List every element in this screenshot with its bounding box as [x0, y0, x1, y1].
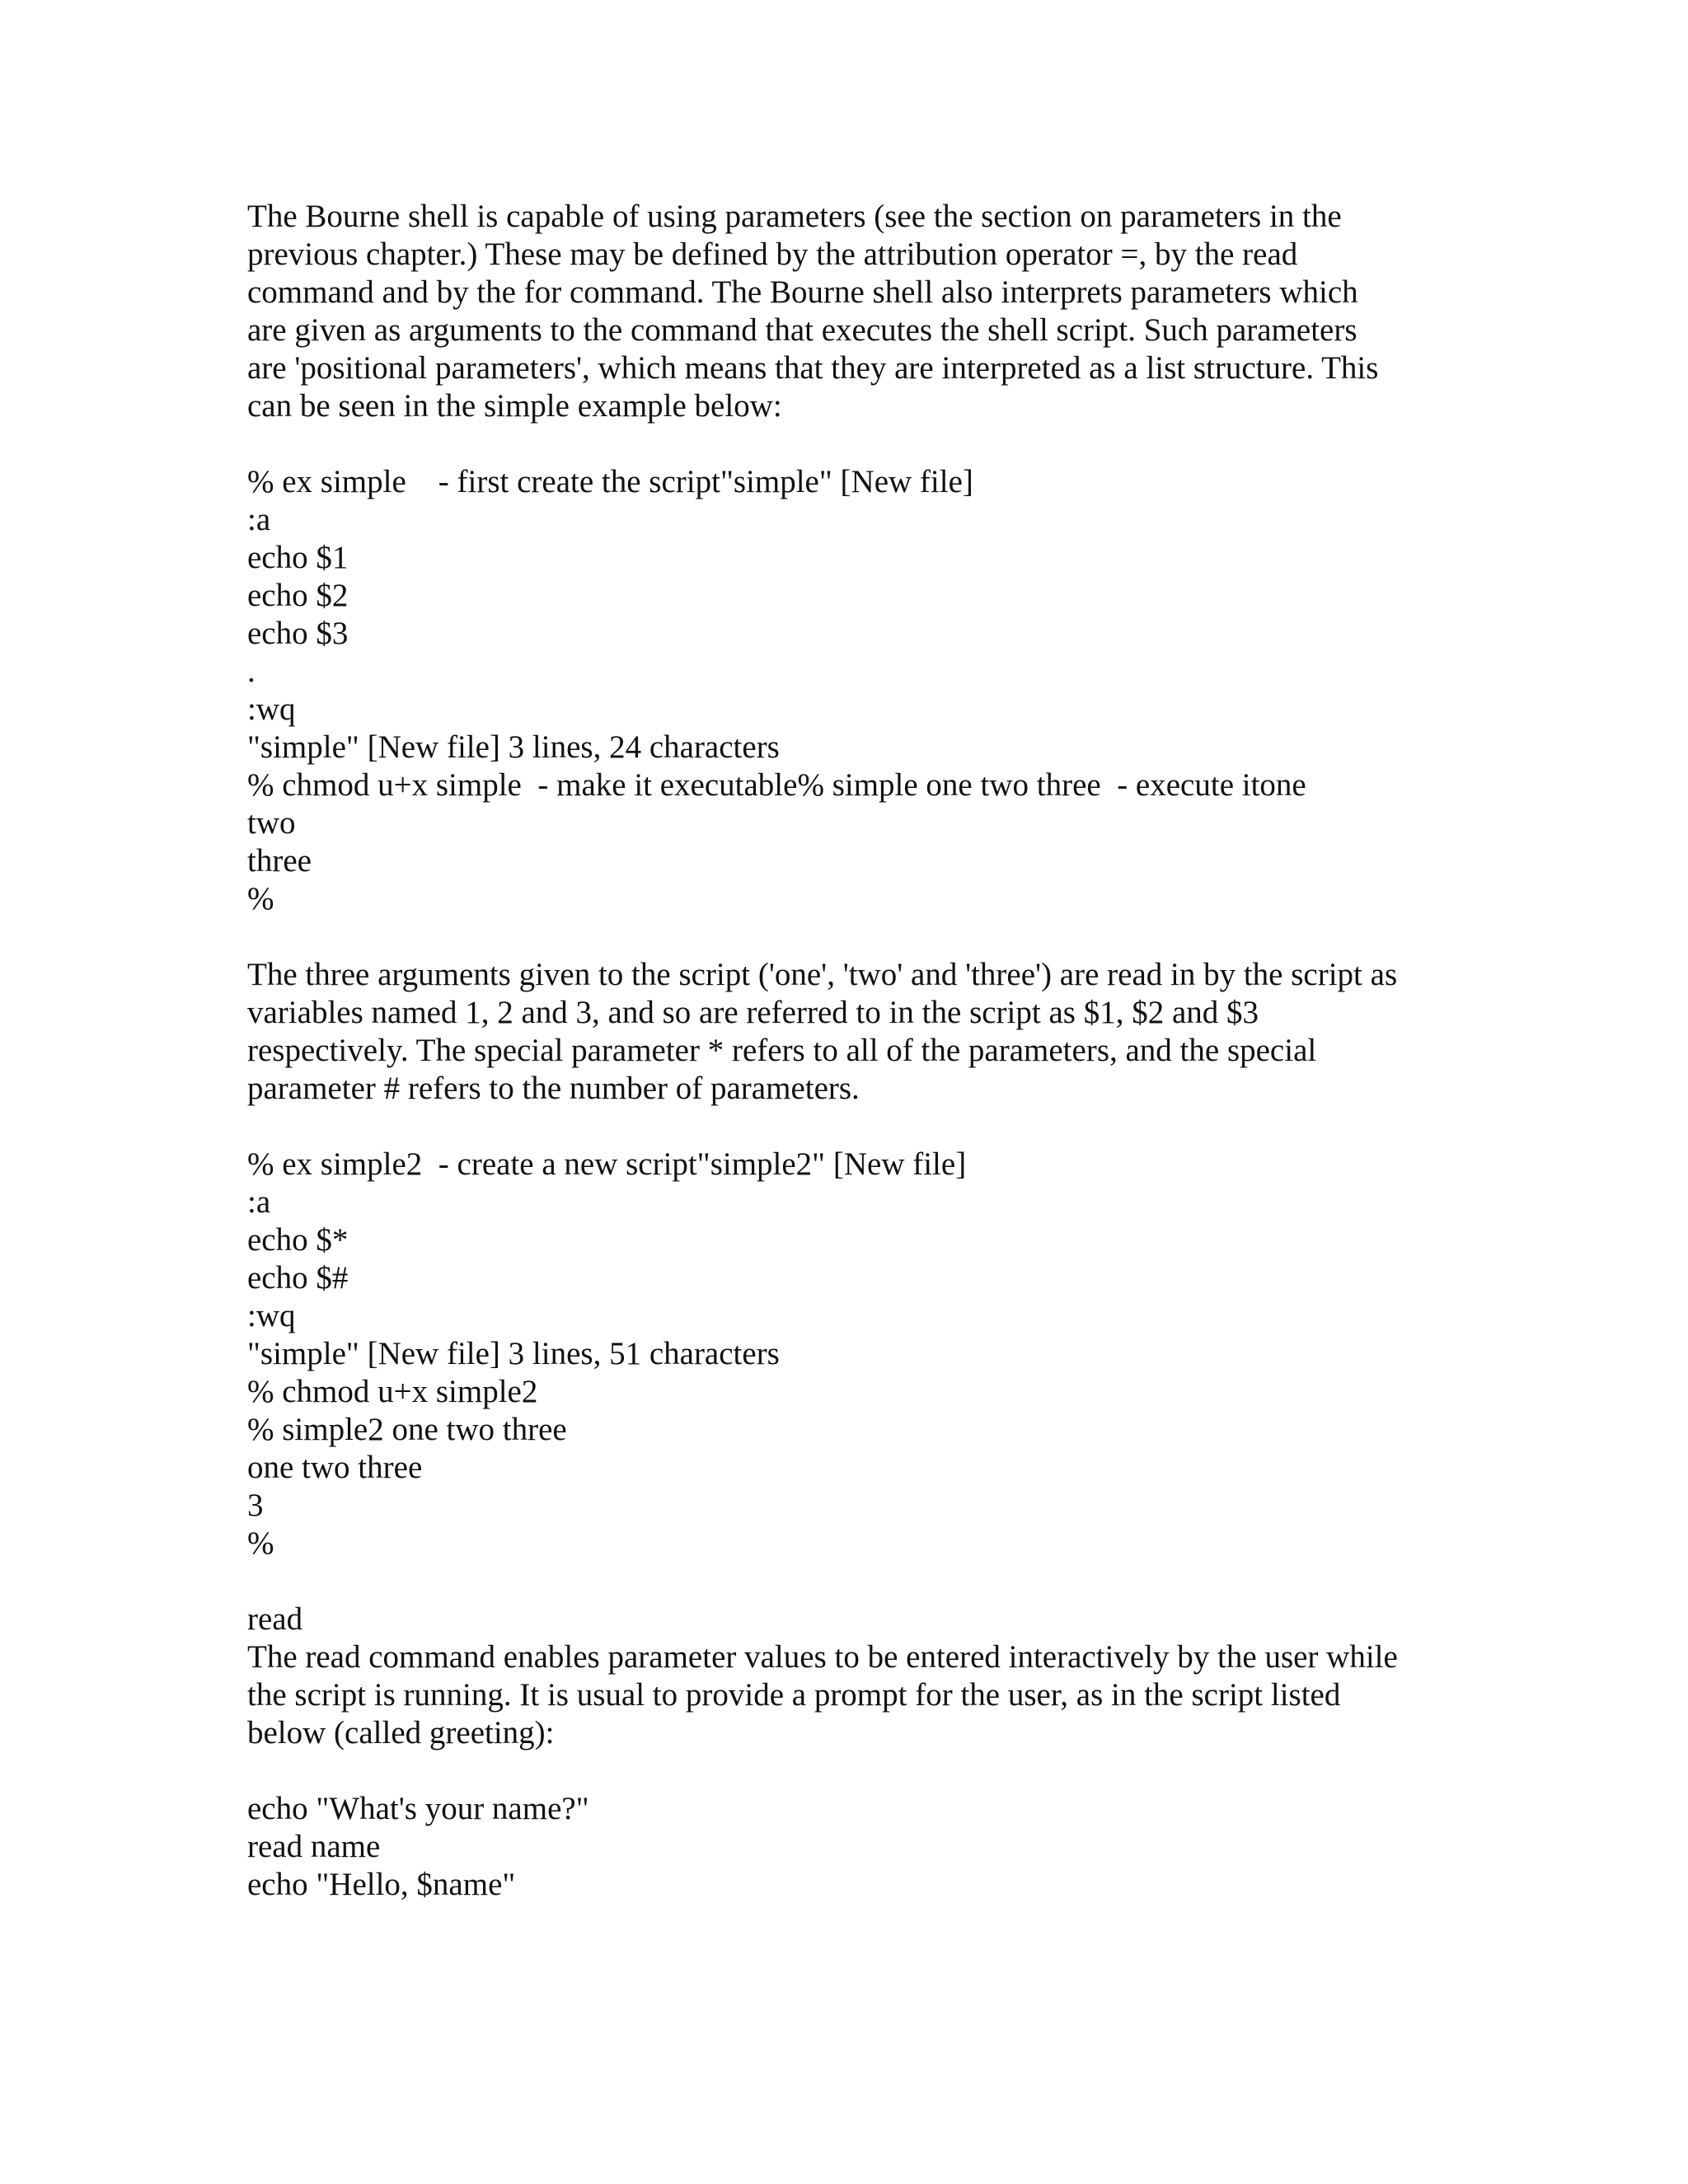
read-section	[247, 1601, 1467, 1752]
text-line: The three arguments given to the script ('one', 'two' and 'three') are read in by the script as	[247, 957, 1398, 992]
code-line: "simple" [New file] 3 lines, 51 characters	[247, 1336, 780, 1371]
code-line: echo $*	[247, 1222, 349, 1258]
code-line: %	[247, 881, 274, 916]
code-line: % chmod u+x simple2	[247, 1374, 538, 1409]
code-line: :a	[247, 502, 271, 537]
code-line: echo $2	[247, 578, 349, 613]
text-line: are given as arguments to the command that executes the shell script. Such parameters	[247, 312, 1357, 348]
code-line: 3	[247, 1488, 264, 1523]
text-line: previous chapter.) These may be defined by the attribution operator =, by the read	[247, 237, 1298, 272]
code-line: % ex simple - first create the script"simple" [New file]	[247, 464, 973, 499]
text-line: can be seen in the simple example below:	[247, 388, 782, 424]
code-line: % chmod u+x simple - make it executable% simple one two three - execute itone	[247, 767, 1306, 803]
text-line: parameter # refers to the number of parameters.	[247, 1071, 860, 1106]
code-line: echo "Hello, $name"	[247, 1867, 516, 1902]
code-line: two	[247, 805, 296, 841]
code-line: %	[247, 1526, 274, 1561]
code-line: % simple2 one two three	[247, 1412, 567, 1447]
example-3-code	[247, 1790, 1467, 1904]
code-line: read name	[247, 1829, 381, 1864]
code-line: :a	[247, 1184, 271, 1220]
text-line: variables named 1, 2 and 3, and so are referred to in the script as $1, $2 and $3	[247, 995, 1259, 1030]
document-body	[247, 198, 1467, 1942]
explanation-paragraph	[247, 956, 1467, 1108]
text-line: are 'positional parameters', which means that they are interpreted as a list structure. This	[247, 350, 1379, 386]
code-line: .	[247, 654, 256, 689]
text-line: the script is running. It is usual to provide a prompt for the user, as in the script listed	[247, 1677, 1341, 1713]
text-line: respectively. The special parameter * refers to all of the parameters, and the special	[247, 1033, 1317, 1068]
code-line: echo $#	[247, 1260, 349, 1296]
code-line: three	[247, 843, 312, 879]
code-line: :wq	[247, 691, 296, 727]
code-line: echo $3	[247, 616, 349, 651]
code-line: echo "What's your name?"	[247, 1791, 589, 1826]
text-line: The Bourne shell is capable of using parameters (see the section on parameters in the	[247, 199, 1342, 234]
code-line: one two three	[247, 1450, 423, 1485]
intro-paragraph	[247, 198, 1467, 425]
code-line: echo $1	[247, 540, 349, 575]
example-2-code	[247, 1146, 1467, 1563]
text-line: command and by the for command. The Bourne shell also interprets parameters which	[247, 274, 1358, 310]
text-line: below (called greeting):	[247, 1715, 555, 1750]
code-line: % ex simple2 - create a new script"simple2" [New file]	[247, 1146, 967, 1182]
section-heading: read	[247, 1601, 303, 1637]
code-line: :wq	[247, 1298, 296, 1333]
example-1-code	[247, 463, 1467, 918]
text-line: The read command enables parameter values to be entered interactively by the user while	[247, 1639, 1398, 1675]
code-line: "simple" [New file] 3 lines, 24 characters	[247, 729, 780, 765]
